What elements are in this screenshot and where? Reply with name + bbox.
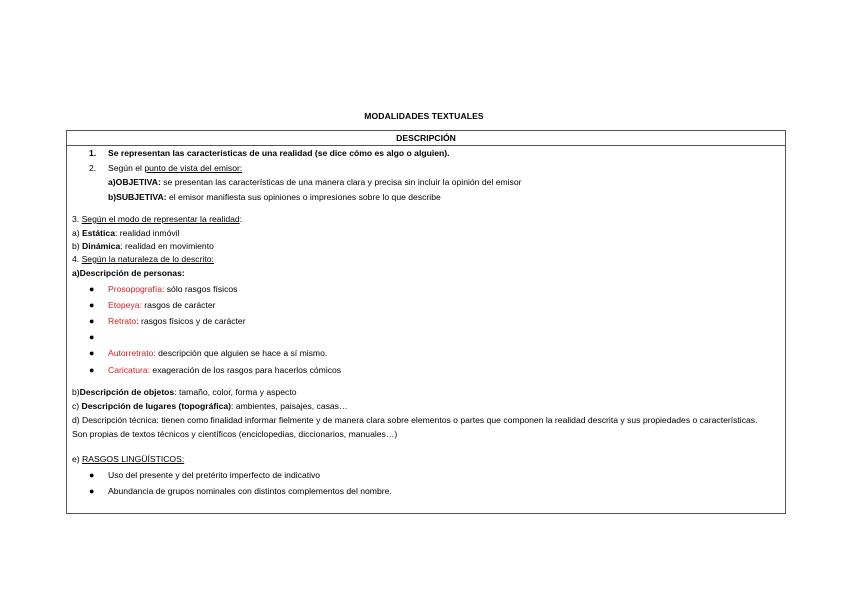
etopeya-text: rasgos de carácter [141, 300, 216, 310]
caricatura-item [108, 365, 341, 376]
objetiva-label: a)OBJETIVA: [108, 177, 161, 187]
objetos-line [72, 387, 297, 398]
lugares-prefix: c) [72, 401, 82, 411]
prosopografia-text: sólo rasgos físicos [164, 284, 238, 294]
lugares-text: : ambientes, paisajes, casas… [231, 401, 348, 411]
item-4-prefix: 4. [72, 254, 82, 264]
item-1-text: Se representan las características de una realidad (se dice cómo es algo o alguien). [108, 148, 450, 158]
bullet-icon: ● [89, 486, 95, 496]
description-box [66, 130, 786, 514]
autorretrato-item [108, 348, 327, 359]
rasgos-underlined: RASGOS LINGÜÍSTICOS: [82, 454, 185, 464]
item-4-underlined: Según la naturaleza de lo descrito: [81, 254, 214, 264]
item-3-line [72, 214, 242, 225]
prosopografia-item [108, 284, 237, 295]
item-2-underlined: punto de vista del emisor: [144, 163, 243, 173]
autorretrato-text: descripción que alguien se hace a sí mismo. [155, 348, 328, 358]
subjetiva-line [108, 192, 441, 203]
caricatura-label: Caricatura: [108, 365, 151, 375]
rasgos-prefix: e) [72, 454, 83, 464]
dinamica-label: Dinámica [82, 241, 121, 251]
item-2-number: 2. [89, 163, 97, 173]
estatica-line [72, 228, 179, 239]
bullet-icon: ● [89, 470, 95, 480]
retrato-text: : rasgos físicos y de carácter [136, 316, 246, 326]
objetos-text: : tamaño, color, forma y aspecto [174, 387, 297, 397]
subjetiva-label: b)SUBJETIVA: [108, 192, 167, 202]
subjetiva-text: el emisor manifiesta sus opiniones o impresiones sobre lo que describe [166, 192, 441, 202]
bullet-icon: ● [89, 365, 95, 375]
item-4-line [72, 254, 214, 265]
personas-heading: a)Descripción de personas: [72, 268, 185, 278]
rasgo-item: Abundancia de grupos nominales con distintos complementos del nombre. [108, 486, 392, 496]
caricatura-text: exageración de los rasgos para hacerlos cómicos [150, 365, 342, 375]
estatica-text: : realidad inmóvil [115, 228, 180, 238]
bullet-icon: ● [89, 300, 95, 310]
retrato-item [108, 316, 246, 327]
item-3-underlined: Según el modo de representar la realidad [81, 214, 240, 224]
bullet-icon: ● [89, 348, 95, 358]
section-header: DESCRIPCIÓN [67, 131, 785, 146]
item-3-suffix: : [239, 214, 243, 224]
rasgo-item: Uso del presente y del pretérito imperfecto de indicativo [108, 470, 321, 480]
prosopografia-label: Prosopografía: [108, 284, 165, 294]
dinamica-line [72, 241, 214, 252]
bullet-icon: ● [89, 332, 95, 342]
estatica-label: Estática [82, 228, 115, 238]
objetos-prefix: b) [72, 387, 80, 397]
estatica-prefix: a) [72, 228, 83, 238]
retrato-label: Retrato [108, 316, 137, 326]
autorretrato-label: Autorretrato: [108, 348, 156, 358]
dinamica-text: : realidad en movimiento [120, 241, 214, 251]
item-3-prefix: 3. [72, 214, 82, 224]
dinamica-prefix: b) [72, 241, 83, 251]
objetiva-text: se presentan las características de una manera clara y precisa sin incluir la opinión del emisor [160, 177, 522, 187]
document-title: MODALIDADES TEXTUALES [364, 111, 484, 121]
lugares-line [72, 401, 348, 412]
etopeya-item [108, 300, 215, 311]
item-1-number: 1. [89, 148, 97, 158]
tecnica-paragraph: d) Descripción técnica: tienen como finalidad informar fielmente y de manera clara sobre elementos o partes que componen la realidad descrita y sus propiedades o características. Son propias de textos técnicos y científicos (enciclopedias, diccionarios, manuales…) [72, 415, 758, 439]
rasgos-heading [72, 454, 184, 465]
bullet-icon: ● [89, 284, 95, 294]
etopeya-label: Etopeya: [108, 300, 142, 310]
bullet-icon: ● [89, 316, 95, 326]
objetos-label: Descripción de objetos [79, 387, 175, 397]
item-2-prefix: Según el [108, 163, 145, 173]
lugares-label: Descripción de lugares (topográfica) [81, 401, 232, 411]
objetiva-line [108, 177, 521, 188]
item-2-text [108, 163, 242, 174]
